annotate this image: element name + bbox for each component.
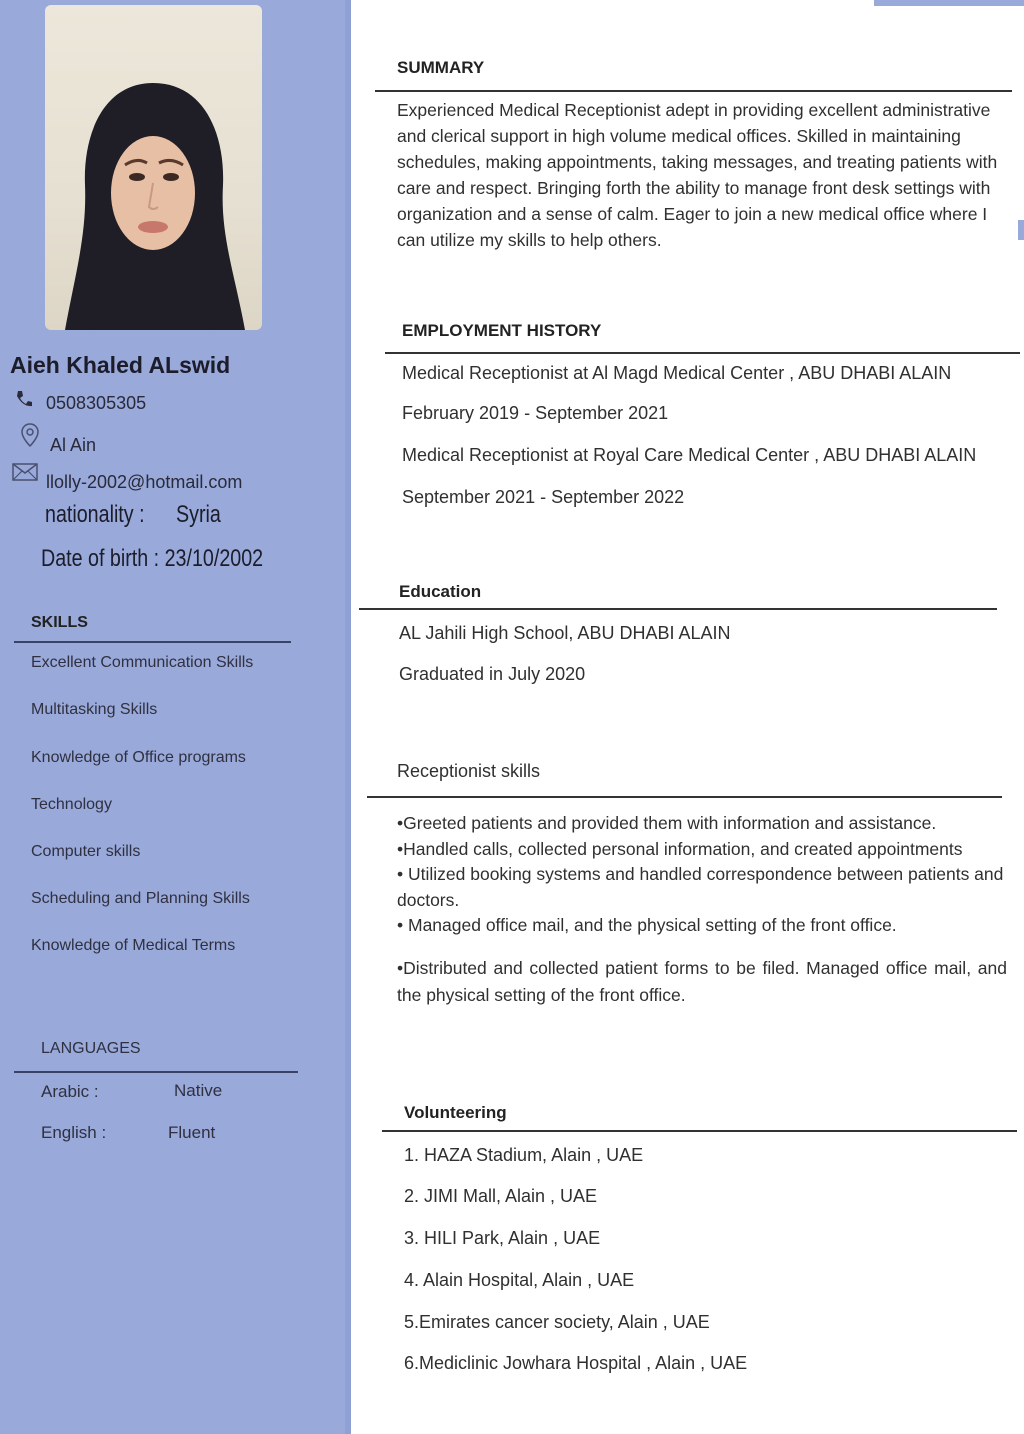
language-name: Arabic : — [41, 1082, 99, 1101]
education-line: AL Jahili High School, ABU DHABI ALAIN — [399, 623, 731, 643]
employment-line: February 2019 - September 2021 — [402, 403, 669, 423]
bullet-item: • Utilized booking systems and handled correspondence between patients and doctors. — [397, 864, 1004, 910]
volunteering-item: 2. JIMI Mall, Alain , UAE — [404, 1186, 598, 1206]
location-pin-icon — [19, 422, 41, 448]
profile-photo — [45, 5, 262, 330]
education-divider — [359, 608, 997, 610]
education-title: Education — [399, 582, 482, 601]
sidebar-edge — [345, 0, 351, 1434]
employment-line: Medical Receptionist at Royal Care Medical Center , ABU DHABI ALAIN — [402, 445, 977, 465]
bullet-item: • Managed office mail, and the physical setting of the front office. — [397, 915, 897, 935]
corner-accent — [874, 0, 1024, 6]
education-line: Graduated in July 2020 — [399, 664, 586, 684]
volunteering-item: 5.Emirates cancer society, Alain , UAE — [404, 1312, 710, 1332]
volunteering-item: 1. HAZA Stadium, Alain , UAE — [404, 1145, 644, 1165]
language-level: Fluent — [168, 1123, 216, 1142]
summary-title: SUMMARY — [397, 58, 485, 77]
skill-item: Knowledge of Office programs — [31, 749, 246, 766]
skill-item: Multitasking Skills — [31, 701, 158, 718]
skill-item: Computer skills — [31, 843, 141, 860]
profile-name: Aieh Khaled ALswid — [10, 352, 231, 378]
employment-line: Medical Receptionist at Al Magd Medical Center , ABU DHABI ALAIN — [402, 363, 952, 383]
location-text: Al Ain — [50, 435, 97, 455]
language-name: English : — [41, 1123, 107, 1142]
bullet-item: •Greeted patients and provided them with information and assistance. — [397, 813, 937, 833]
skill-item: Technology — [31, 796, 112, 813]
skill-item: Scheduling and Planning Skills — [31, 890, 250, 907]
summary-divider — [375, 90, 1012, 92]
email-text: llolly-2002@hotmail.com — [46, 472, 243, 492]
skill-item: Excellent Communication Skills — [31, 654, 254, 671]
summary-text: Experienced Medical Receptionist adept in providing excellent administrative and clerical support in high volume medical offices. Skilled in maintaining schedules, making appointments, taking messages, and treating patients with care and respect. Bringing forth the ability to manage front desk settings with organization and a sense of calm. Eager to join a new medical office where I can utilize my skills to help others. — [397, 100, 998, 250]
volunteering-item: 3. HILI Park, Alain , UAE — [404, 1228, 601, 1248]
employment-title: EMPLOYMENT HISTORY — [402, 321, 602, 340]
nationality-value: Syria — [176, 501, 221, 528]
bullet-item: •Handled calls, collected personal information, and created appointments — [397, 838, 963, 859]
skill-item: Knowledge of Medical Terms — [31, 937, 236, 954]
employment-divider — [385, 352, 1020, 354]
languages-divider — [14, 1071, 298, 1073]
receptionist-bullets — [397, 811, 1007, 1009]
languages-title: LANGUAGES — [41, 1040, 141, 1057]
volunteering-divider — [382, 1130, 1017, 1132]
volunteering-item: 6.Mediclinic Jowhara Hospital , Alain , UAE — [404, 1353, 748, 1373]
skills-title: SKILLS — [31, 614, 88, 631]
receptionist-divider — [367, 796, 1002, 798]
edge-accent — [1018, 220, 1024, 240]
language-level: Native — [174, 1081, 223, 1100]
date-of-birth: Date of birth : 23/10/2002 — [41, 545, 264, 572]
receptionist-title: Receptionist skills — [397, 761, 541, 781]
email-icon — [12, 462, 38, 482]
phone-number: 0508305305 — [46, 393, 147, 413]
skills-divider — [14, 641, 291, 643]
employment-line: September 2021 - September 2022 — [402, 487, 685, 507]
volunteering-item: 4. Alain Hospital, Alain , UAE — [404, 1270, 635, 1290]
volunteering-title: Volunteering — [404, 1103, 507, 1122]
nationality-label: nationality : — [45, 501, 145, 528]
phone-icon — [13, 388, 35, 410]
bullet-item: •Distributed and collected patient forms to be filed. Managed office mail, and the physical setting of the front office. — [397, 957, 1007, 1005]
